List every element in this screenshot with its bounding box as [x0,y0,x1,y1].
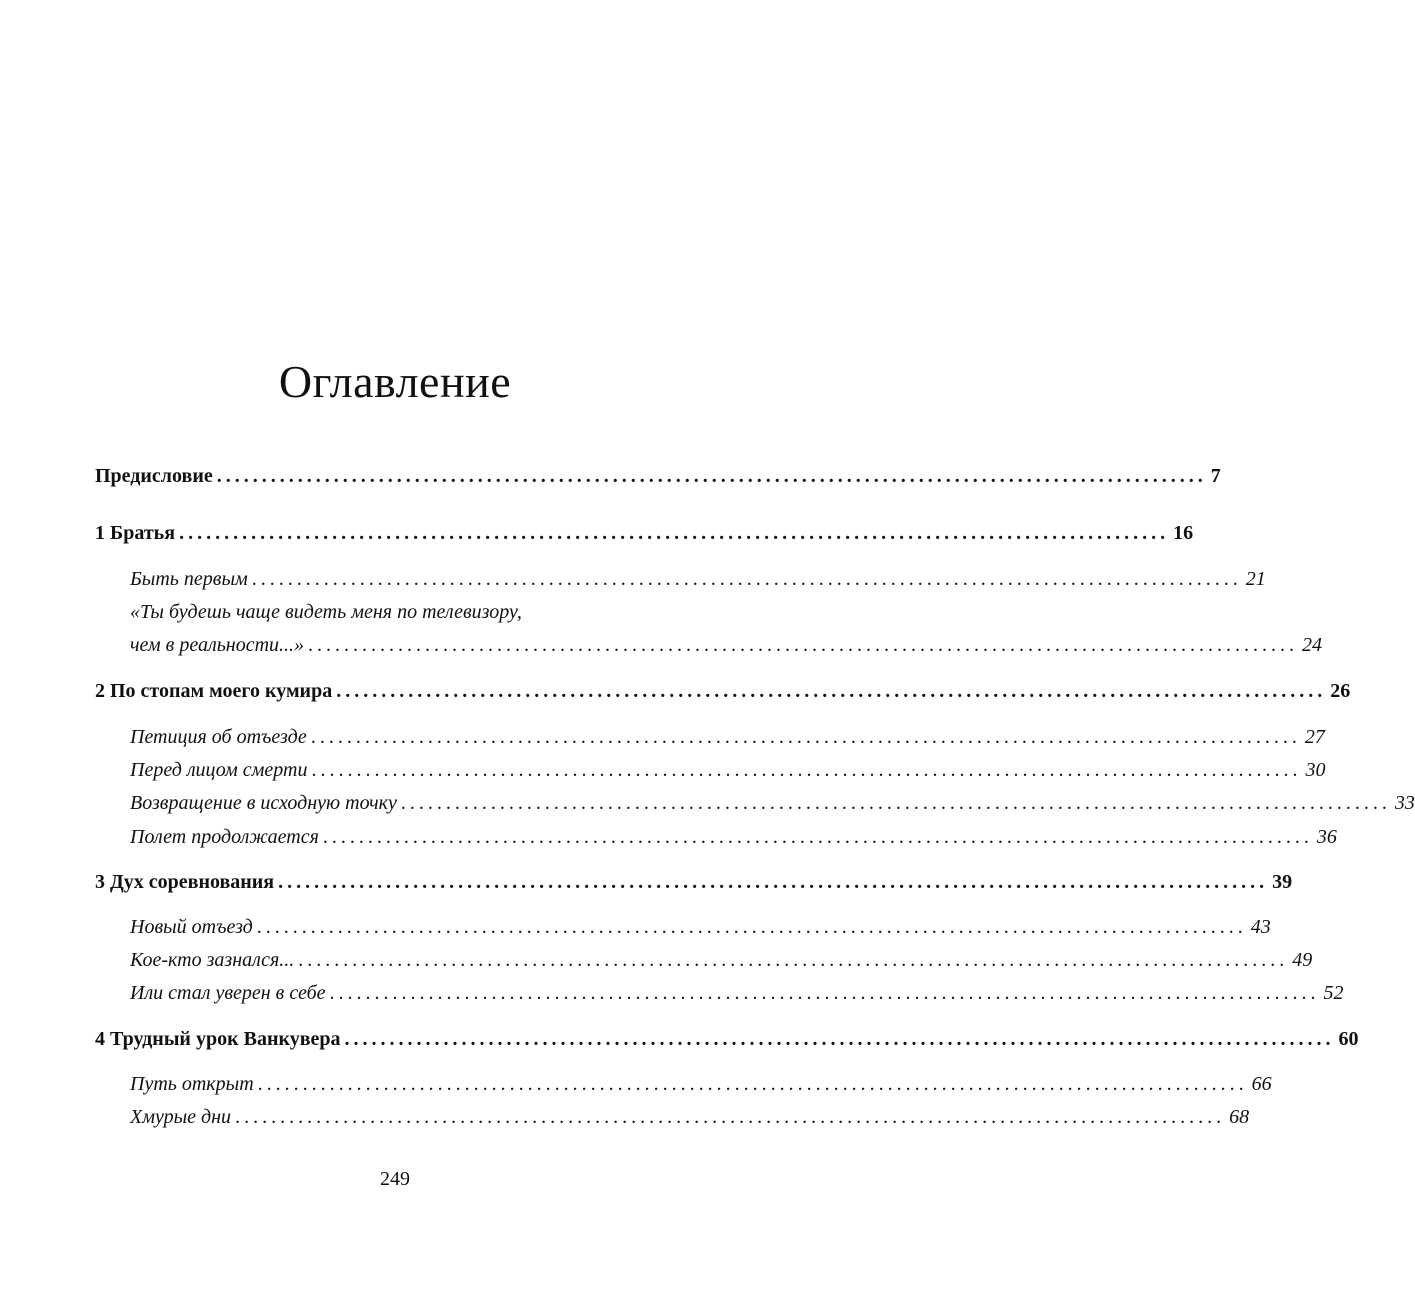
toc-entry-page: 36 [1316,826,1337,848]
toc-entry-label: 2 По стопам моего кумира [95,680,333,702]
page-number: 249 [380,1168,410,1190]
leader-dots: .............................................................................................................. [216,465,1207,487]
leader-dots: .............................................................................................................. [257,1073,1248,1095]
toc-entry-label: Новый отъезд [130,916,253,938]
toc-entry-label: 1 Братья [95,522,176,544]
toc-title: Оглавление [278,356,512,407]
toc-entry-chapter-4 [95,1026,1359,1052]
toc-entry-page: 49 [1292,949,1313,971]
toc-entry-section [130,980,1344,1006]
toc-entry-section [130,914,1271,940]
toc-entry-page: 68 [1229,1106,1250,1128]
toc-entry-chapter-3 [95,869,1293,895]
toc-entry-section [130,824,1337,850]
leader-dots: .............................................................................................................. [400,792,1391,814]
toc-entry-page: 27 [1304,726,1325,748]
toc-entry-chapter-2 [95,678,1351,704]
toc-entry-chapter-1 [95,520,1194,546]
toc-entry-page: 24 [1302,634,1323,656]
toc-entry-preface [95,463,1221,489]
leader-dots: .............................................................................................................. [311,759,1302,781]
leader-dots: .............................................................................................................. [322,826,1313,848]
leader-dots: .............................................................................................................. [278,871,1269,893]
toc-entry-page: 30 [1305,759,1326,781]
leader-dots: .............................................................................................................. [179,522,1170,544]
toc-entry-section-line: «Ты будешь чаще видеть меня по телевизору, [130,601,522,623]
toc-entry-page: 26 [1330,680,1351,702]
leader-dots: .............................................................................................................. [344,1028,1335,1050]
toc-entry-section [130,1104,1250,1130]
toc-entry-label: Предисловие [95,465,213,487]
toc-entry-label: 3 Дух соревнования [95,871,275,893]
leader-dots: .............................................................................................................. [256,916,1247,938]
toc-entry-page: 39 [1272,871,1293,893]
toc-entry-label: Быть первым [130,568,248,590]
toc-entry-section [130,632,1323,658]
toc-entry-section [130,566,1266,592]
leader-dots: .............................................................................................................. [308,634,1299,656]
leader-dots: .............................................................................................................. [298,949,1289,971]
toc-entry-label: Полет продолжается [130,826,319,848]
toc-entry-page: 21 [1245,568,1266,590]
toc-entry-label: Петиция об отъезде [130,726,307,748]
toc-entry-page: 33 [1394,792,1415,814]
toc-entry-label: Перед лицом смерти [130,759,308,781]
toc-entry-label: Или стал уверен в себе [130,982,326,1004]
leader-dots: .............................................................................................................. [310,726,1301,748]
toc-entry-label: Возвращение в исходную точку [130,792,397,814]
toc-entry-label: чем в реальности...» [130,634,305,656]
toc-entry-label: 4 Трудный урок Ванкувера [95,1028,341,1050]
toc-entry-page: 66 [1251,1073,1272,1095]
toc-entry-section [130,757,1326,783]
toc-entry-section [130,724,1325,750]
leader-dots: .............................................................................................................. [329,982,1320,1004]
toc-entry-label: Хмурые дни [130,1106,232,1128]
leader-dots: .............................................................................................................. [251,568,1242,590]
toc-entry-page: 60 [1338,1028,1359,1050]
toc-entry-section [130,947,1313,973]
toc-entry-label: Кое-кто зазнался... [130,949,295,971]
leader-dots: .............................................................................................................. [235,1106,1226,1128]
toc-entry-page: 43 [1250,916,1271,938]
toc-entry-section [130,1071,1272,1097]
toc-entry-page: 16 [1173,522,1194,544]
toc-entry-page: 52 [1323,982,1344,1004]
toc-entry-page: 7 [1210,465,1221,487]
leader-dots: .............................................................................................................. [336,680,1327,702]
toc-entry-label: Путь открыт [130,1073,254,1095]
toc-entry-section [130,790,1415,816]
